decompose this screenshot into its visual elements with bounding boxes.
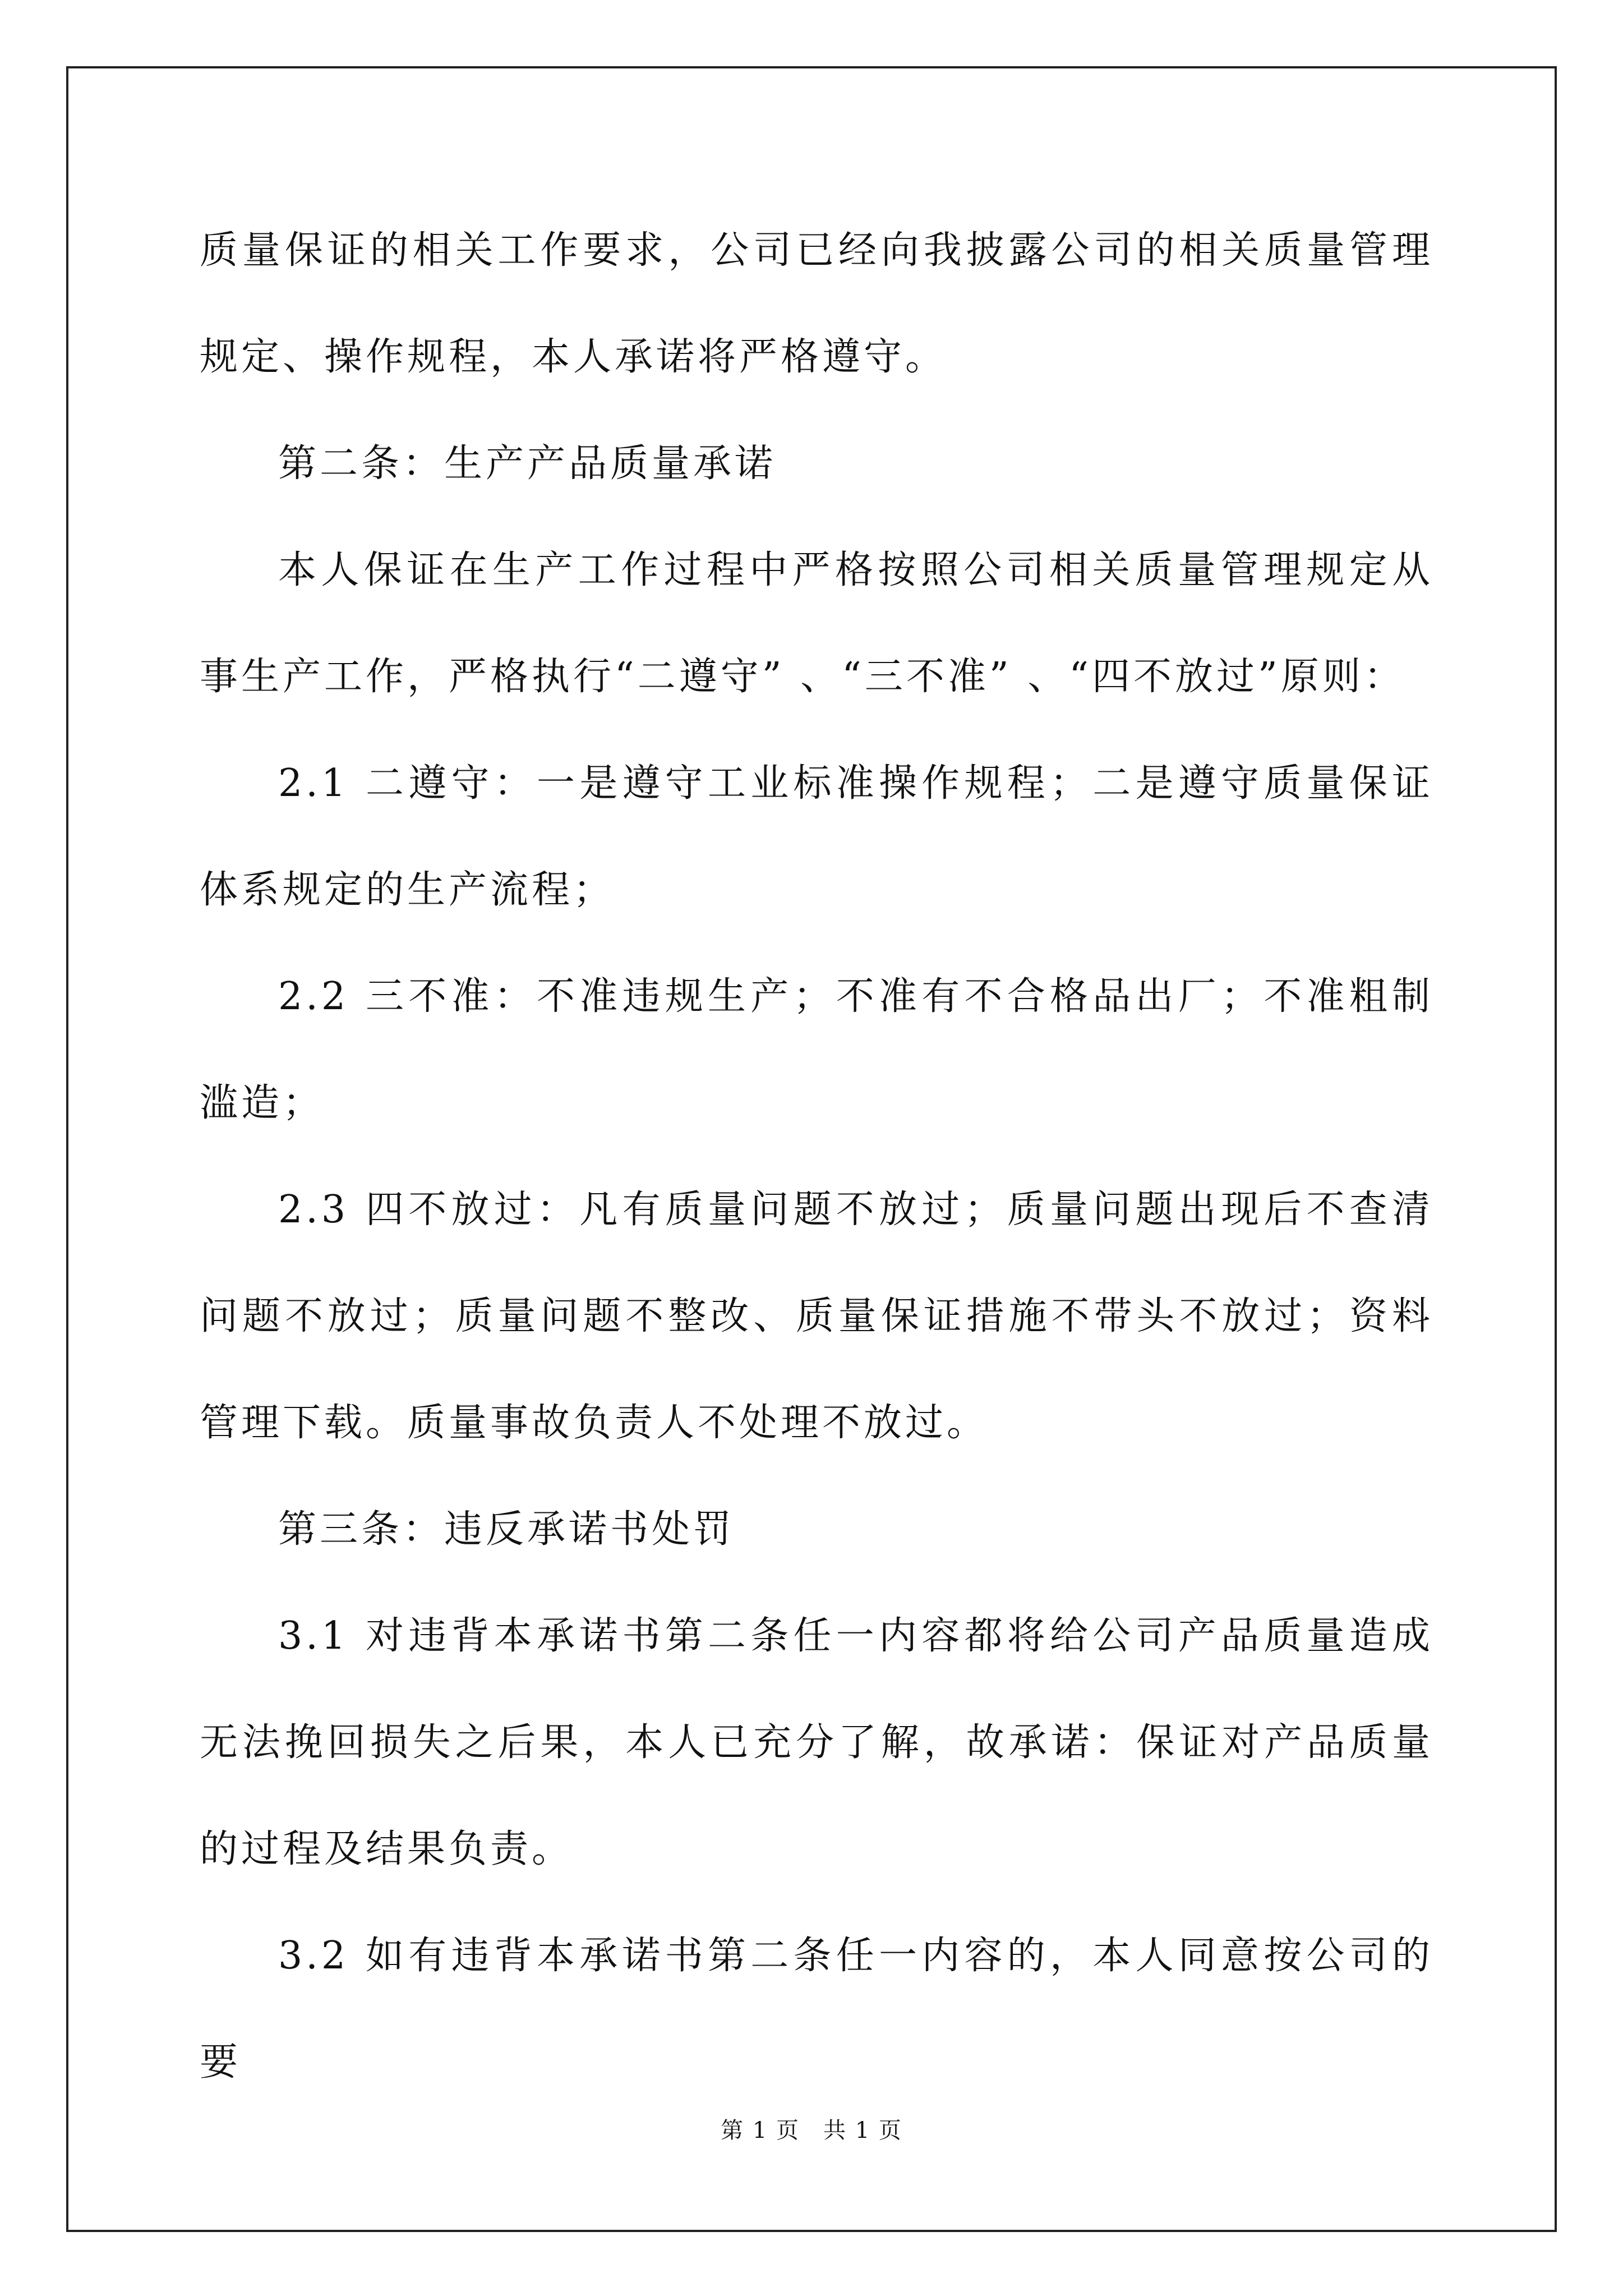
paragraph-quality-requirements: 质量保证的相关工作要求，公司已经向我披露公司的相关质量管理规定、操作规程，本人承诺将严格遵守。 xyxy=(200,228,1433,379)
heading-article-three: 第三条：违反承诺书处罚 xyxy=(278,1507,735,1552)
paragraph-item-2-2: 2.2 三不准：不准违规生产；不准有不合格品出厂；不准粗制滥造； xyxy=(200,974,1433,1125)
paragraph-item-2-3: 2.3 四不放过：凡有质量问题不放过；质量问题出现后不查清问题不放过；质量问题不整改、质量保证措施不带头不放过；资料管理下载。质量事故负责人不处理不放过。 xyxy=(200,1188,1433,1445)
paragraph-item-3-1: 3.1 对违背本承诺书第二条任一内容都将给公司产品质量造成无法挽回损失之后果，本人已充分了解，故承诺：保证对产品质量的过程及结果负责。 xyxy=(200,1614,1433,1871)
paragraph-item-2-1: 2.1 二遵守：一是遵守工业标准操作规程；二是遵守质量保证体系规定的生产流程； xyxy=(200,761,1433,912)
page-footer: 第 1 页 共 1 页 xyxy=(721,2118,902,2143)
paragraph-production-commitment: 本人保证在生产工作过程中严格按照公司相关质量管理规定从事生产工作，严格执行“二遵守” 、“三不准” 、“四不放过”原则： xyxy=(200,548,1433,699)
paragraph-item-3-2: 3.2 如有违背本承诺书第二条任一内容的，本人同意按公司的要 xyxy=(200,1934,1433,2085)
heading-article-two: 第二条：生产产品质量承诺 xyxy=(278,441,777,486)
